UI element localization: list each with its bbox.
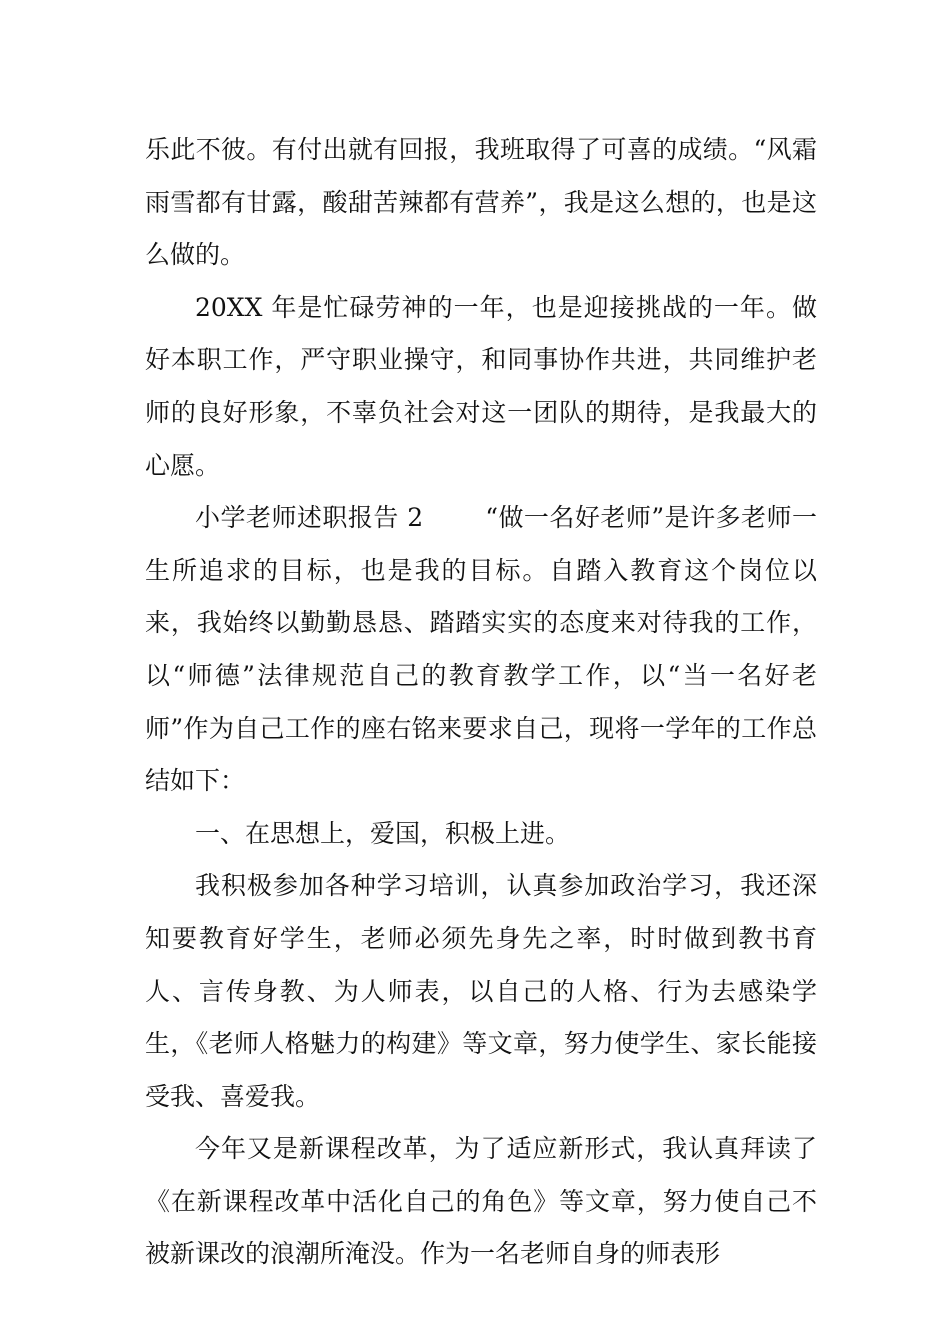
paragraph-2 — [145, 282, 817, 492]
paragraph-6 — [145, 1123, 817, 1281]
document-body — [145, 124, 817, 1281]
paragraph-4-text: 一、在思想上，爱国，积极上进。 — [195, 818, 571, 848]
paragraph-4 — [145, 808, 817, 861]
paragraph-6-text: 今年又是新课程改革，为了适应新形式，我认真拜读了《在新课程改革中活化自己的角色》等文章，努力使自己不被新课改的浪潮所淹没。作为一名老师自身的师表形 — [145, 1134, 817, 1269]
paragraph-1 — [145, 124, 817, 282]
paragraph-3-text: “做一名好老师”是许多老师一生所追求的目标，也是我的目标。自踏入教育这个岗位以来，我始终以勤勤恳恳、踏踏实实的态度来对待我的工作，以“师德”法律规范自己的教育教学工作，以“当一名好老师”作为自己工作的座右铭来要求自己，现将一学年的工作总结如下： — [145, 503, 817, 796]
paragraph-1-text: 乐此不彼。有付出就有回报，我班取得了可喜的成绩。“风霜雨雪都有甘露，酸甜苦辣都有营养”，我是这么想的，也是这么做的。 — [145, 135, 817, 270]
paragraph-5-text: 我积极参加各种学习培训，认真参加政治学习，我还深知要教育好学生，老师必须先身先之率，时时做到教书育人、言传身教、为人师表，以自己的人格、行为去感染学生，《老师人格魅力的构建》等文章，努力使学生、家长能接受我、喜爱我。 — [145, 871, 817, 1111]
section-heading: 小学老师述职报告 2 — [195, 503, 424, 533]
paragraph-5 — [145, 860, 817, 1123]
paragraph-3 — [145, 492, 817, 808]
paragraph-2-text: 20XX 年是忙碌劳神的一年，也是迎接挑战的一年。做好本职工作，严守职业操守，和同事协作共进，共同维护老师的良好形象，不辜负社会对这一团队的期待，是我最大的心愿。 — [145, 292, 817, 480]
